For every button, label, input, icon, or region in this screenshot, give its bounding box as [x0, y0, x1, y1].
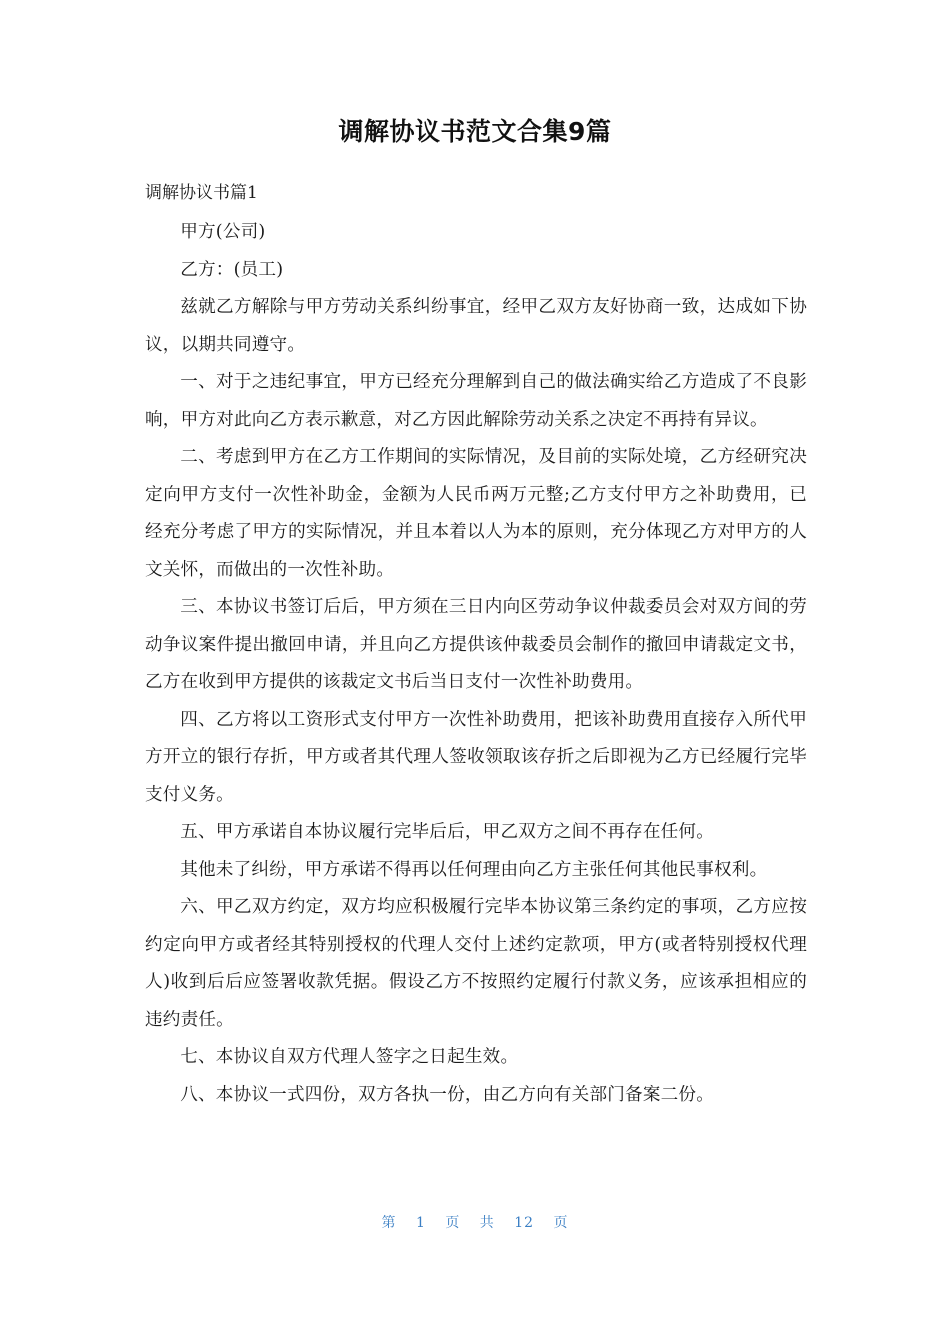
- document-title: 调解协议书范文合集9篇: [338, 117, 612, 146]
- party-b-line: 乙方：(员工): [180, 259, 284, 280]
- clause-4-paragraph: 四、乙方将以工资形式支付甲方一次性补助费用，把该补助费用直接存入所代甲方开立的银行存折，甲方或者其代理人签收领取该存折之后即视为乙方已经履行完毕支付义务。: [145, 709, 807, 805]
- clause-3-paragraph: 三、本协议书签订后后，甲方须在三日内向区劳动争议仲裁委员会对双方间的劳动争议案件提出撤回申请，并且向乙方提供该仲裁委员会制作的撤回申请裁定文书，乙方在收到甲方提供的该裁定文书后当日支付一次性补助费用。: [145, 597, 807, 692]
- preamble-paragraph: 兹就乙方解除与甲方劳动关系纠纷事宜，经甲乙双方友好协商一致，达成如下协议，以期共同遵守。: [145, 297, 807, 355]
- party-a-line: 甲方(公司): [180, 222, 266, 242]
- page-number-footer: [0, 1212, 950, 1232]
- clause-8-paragraph: 八、本协议一式四份，双方各执一份，由乙方向有关部门备案二份。: [180, 1084, 715, 1105]
- clause-5-paragraph: 五、甲方承诺自本协议履行完毕后后，甲乙双方之间不再存在任何。: [180, 822, 715, 842]
- clause-1-paragraph: 一、对于之违纪事宜，甲方已经充分理解到自己的做法确实给乙方造成了不良影响，甲方对此向乙方表示歉意，对乙方因此解除劳动关系之决定不再持有异议。: [145, 372, 807, 430]
- current-page-number: 1: [415, 1215, 426, 1231]
- section-heading: 调解协议书篇1: [145, 183, 258, 203]
- clause-7-paragraph: 七、本协议自双方代理人签字之日起生效。: [180, 1047, 519, 1067]
- clause-2-paragraph: 二、考虑到甲方在乙方工作期间的实际情况，及目前的实际处境，乙方经研究决定向甲方支付一次性补助金，金额为人民币两万元整;乙方支付甲方之补助费用，已经充分考虑了甲方的实际情况，并且本着以人为本的原则，充分体现乙方对甲方的人文关怀，而做出的一次性补助。: [145, 447, 807, 580]
- document-body: [145, 214, 807, 1114]
- clause-5-continued-paragraph: 其他未了纠纷，甲方承诺不得再以任何理由向乙方主张任何其他民事权利。: [180, 859, 768, 880]
- page-label-prefix: 第: [381, 1215, 397, 1231]
- clause-6-paragraph: 六、甲乙双方约定，双方均应积极履行完毕本协议第三条约定的事项，乙方应按约定向甲方或者经其特别授权的代理人交付上述约定款项，甲方(或者特别授权代理人)收到后后应签署收款凭据。假设乙方不按照约定履行付款义务，应该承担相应的违约责任。: [145, 897, 807, 1030]
- page-label-suffix: 页: [553, 1215, 569, 1231]
- page-label-mid: 页 共: [445, 1215, 495, 1231]
- total-pages-number: 12: [514, 1215, 535, 1231]
